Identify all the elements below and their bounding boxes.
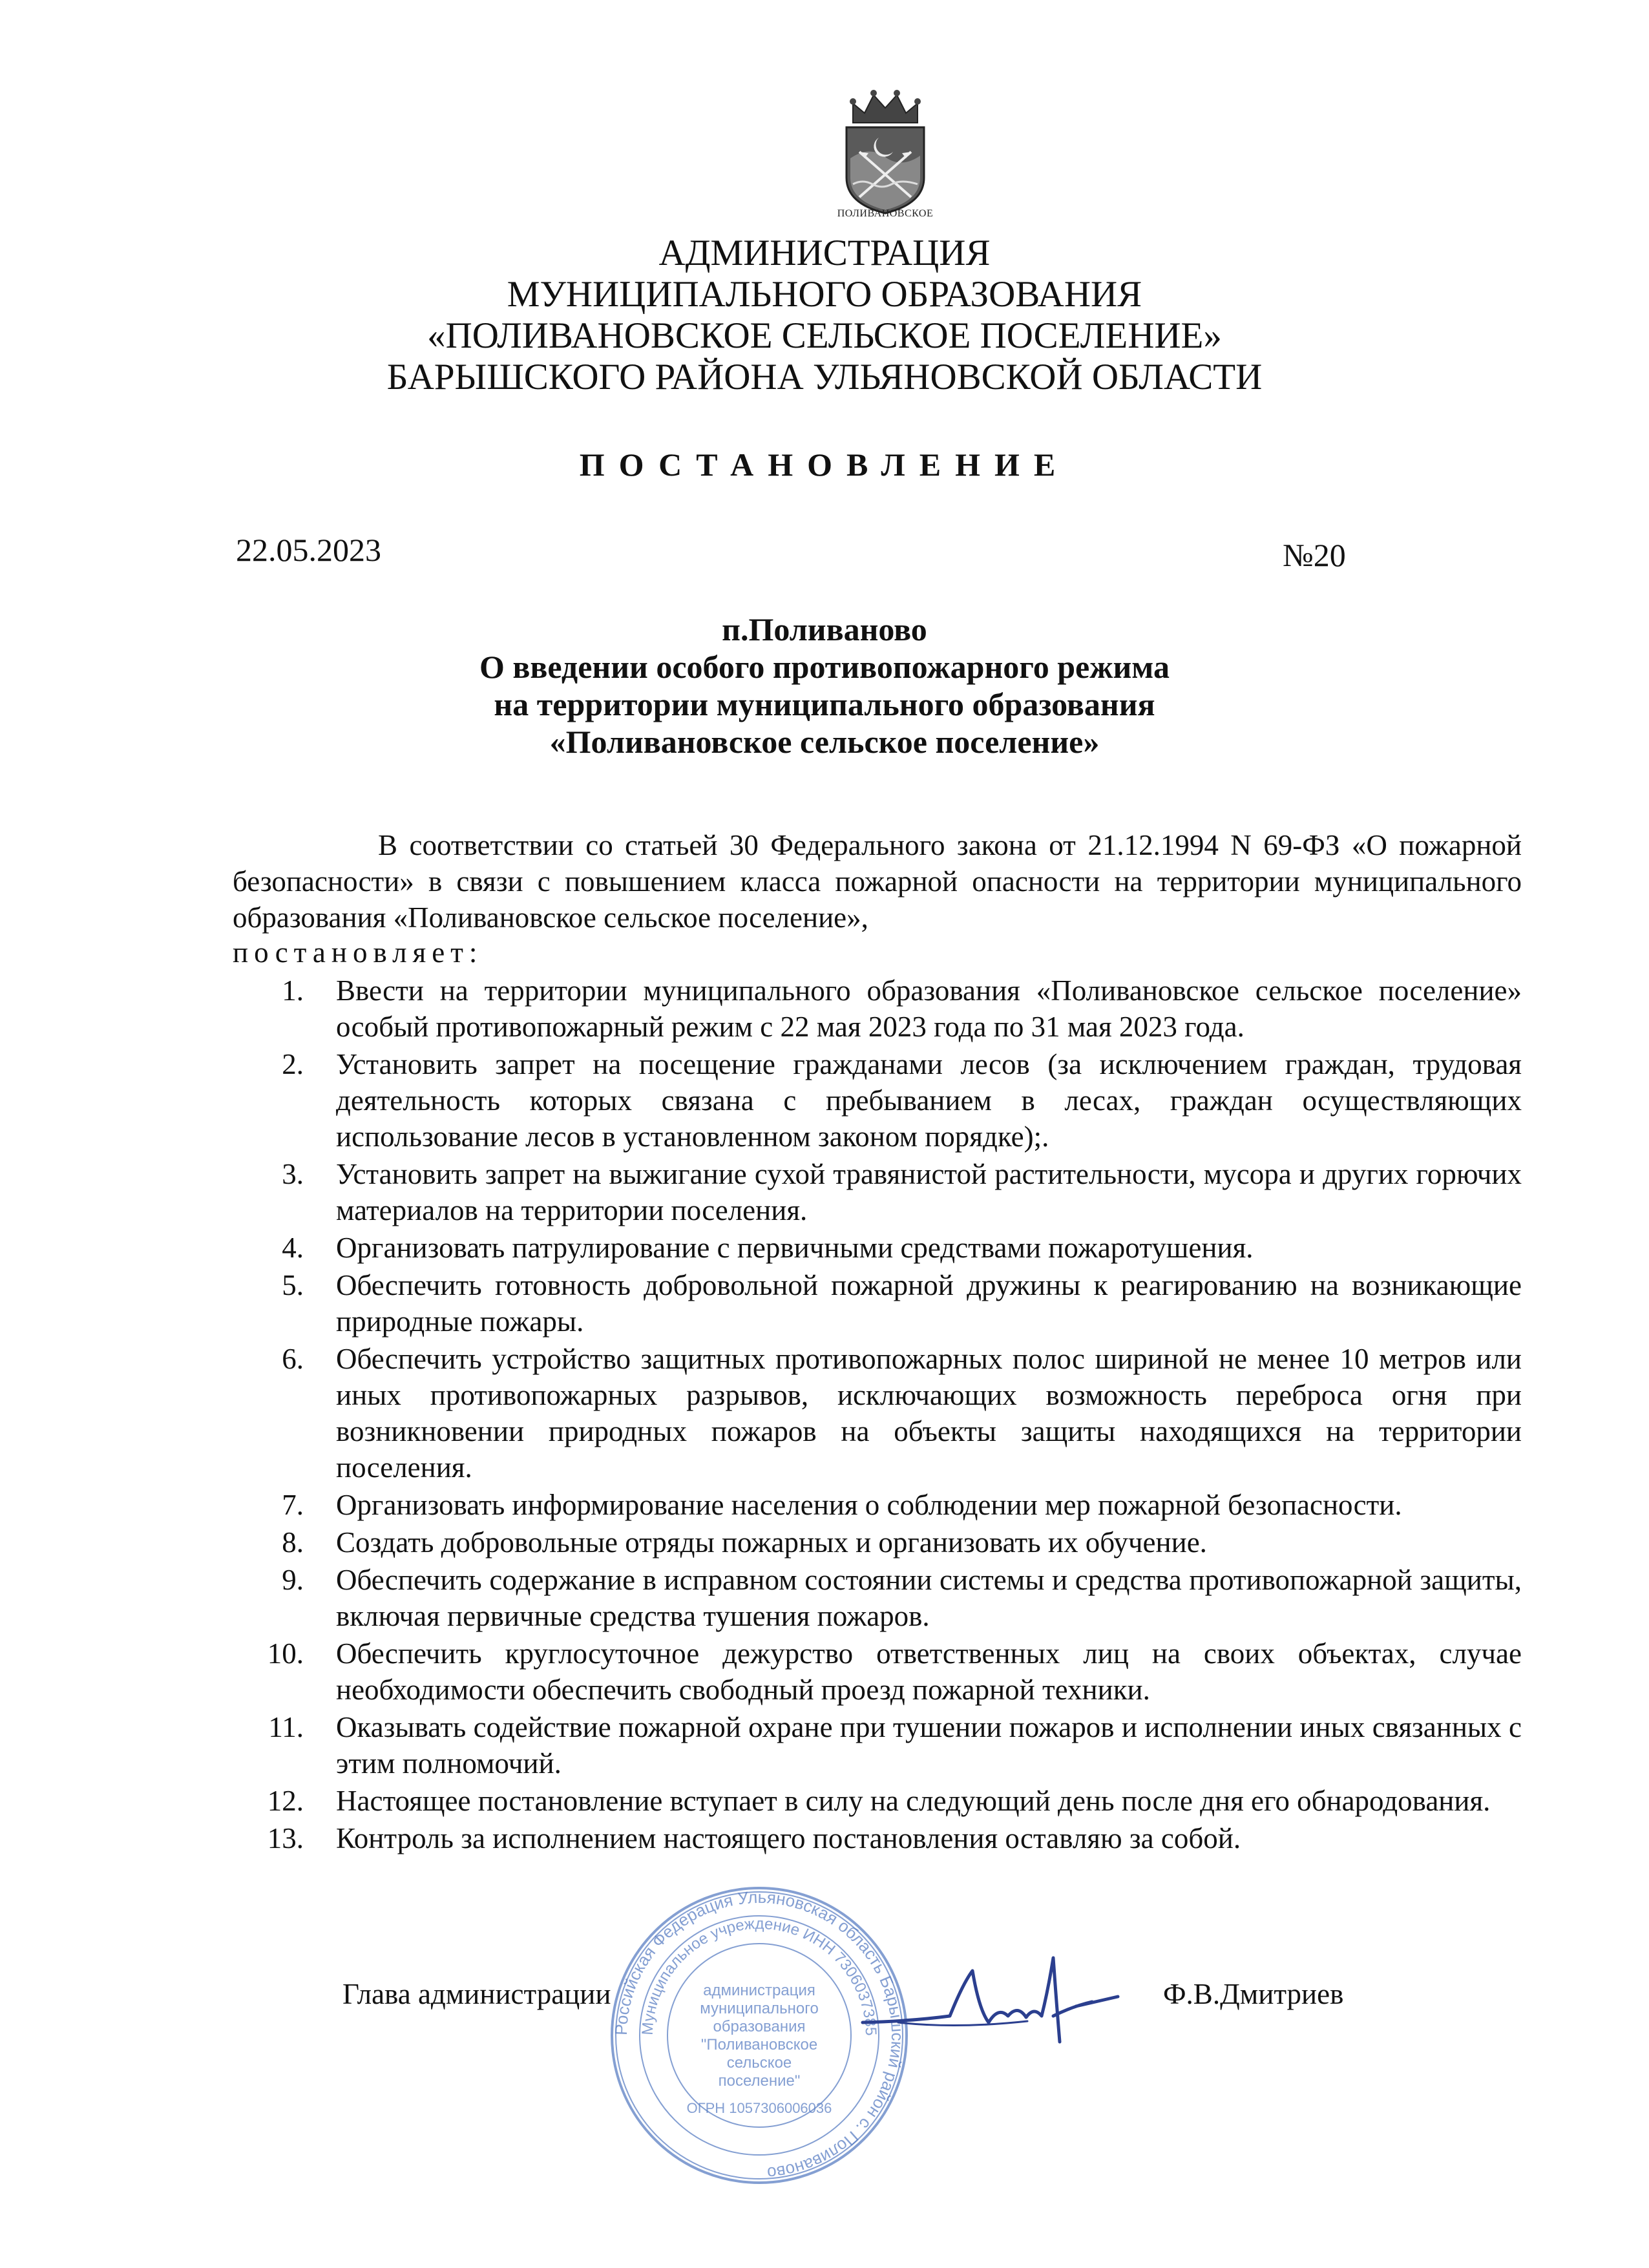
list-item [233,1709,1522,1781]
item-text: Оказывать содействие пожарной охране при тушении пожаров и исполнении иных связанных с этим полномочий. [336,1711,1522,1780]
coat-of-arms-emblem [834,87,937,226]
title-line: п.Поливаново [722,611,927,647]
title-line: на территории муниципального образования [494,686,1155,722]
item-text: Ввести на территории муниципального образования «Поливановское сельское поселение» особый противопожарный режим с 22 мая 2023 года по 31 мая 2023 года. [336,974,1522,1043]
item-text: Установить запрет на посещение гражданами лесов (за исключением граждан, трудовая деятельность которых связана с пребыванием в лесах, граждан осуществляющих использование лесов в установленном законом порядке);. [336,1048,1522,1153]
stamp-ogrn: ОГРН 1057306006036 [686,2100,832,2116]
list-item [233,1820,1522,1856]
item-text: Организовать патрулирование с первичными средствами пожаротушения. [336,1232,1254,1264]
item-number: 4. [282,1232,304,1264]
item-text: Организовать информирование населения о соблюдении мер пожарной безопасности. [336,1489,1402,1521]
header-line: МУНИЦИПАЛЬНОГО ОБРАЗОВАНИЯ [507,274,1142,315]
signer-position: Глава администрации [342,1978,611,2010]
list-item [233,1156,1522,1228]
stamp-center-line: сельское [726,2054,792,2072]
item-text: Обеспечить устройство защитных противопожарных полос шириной не менее 10 метров или иных противопожарных разрывов, исключающих возможность переброса огня при возникновении природных пожаров на объекты защиты находящихся на территории поселения. [336,1343,1522,1484]
stamp-center-line: муниципального [700,2000,819,2017]
list-item [233,1487,1522,1523]
document-number: №20 [1283,537,1346,573]
item-number: 2. [282,1048,304,1080]
item-text: Создать добровольные отряды пожарных и организовать их обучение. [336,1526,1207,1559]
item-number: 3. [282,1158,304,1190]
stamp-outer-text: Российская Федерация Ульяновская область Барышский район с. Поливаново [611,1887,908,2183]
list-item [233,1524,1522,1560]
item-number: 1. [282,974,304,1007]
item-number: 13. [267,1822,304,1854]
title-line: «Поливановское сельское поселение» [549,724,1100,760]
item-number: 7. [282,1489,304,1521]
emblem-caption: ПОЛИВАНОВСКОЕ [837,208,934,219]
list-item [233,1562,1522,1634]
list-item [233,1783,1522,1819]
list-item [233,1341,1522,1486]
item-text: Обеспечить готовность добровольной пожарной дружины к реагированию на возникающие природные пожары. [336,1269,1522,1338]
stamp-center-line: поселение" [718,2072,801,2090]
stamp-center-line: "Поливановское [700,2036,818,2053]
document-date: 22.05.2023 [236,532,381,568]
resolves-word: постановляет: [233,936,483,969]
header-line: БАРЫШСКОГО РАЙОНА УЛЬЯНОВСКОЙ ОБЛАСТИ [386,357,1263,397]
item-text: Контроль за исполнением настоящего постановления оставляю за собой. [336,1822,1241,1854]
item-number: 6. [282,1343,304,1375]
header-line: «ПОЛИВАНОВСКОЕ СЕЛЬСКОЕ ПОСЕЛЕНИЕ» [427,315,1222,356]
document-type-heading: ПОСТАНОВЛЕНИЕ [579,446,1070,483]
list-item [233,1046,1522,1155]
item-text: Настоящее постановление вступает в силу на следующий день после дня его обнародования. [336,1785,1491,1817]
item-number: 9. [282,1564,304,1596]
header-line: АДМИНИСТРАЦИЯ [658,233,991,273]
list-item [233,1230,1522,1266]
stamp-ring-text: Муниципальное учреждение ИНН 7306037385 [638,1915,880,2036]
list-item [233,1267,1522,1339]
item-number: 5. [282,1269,304,1301]
item-number: 10. [267,1637,304,1670]
preamble-text: В соответствии со статьей 30 Федерального закона от 21.12.1994 N 69-ФЗ «О пожарной безопасности» в связи с повышением класса пожарной опасности на территории муниципального образования «Поливановское сельское поселение», [233,829,1522,934]
item-number: 11. [268,1711,304,1743]
stamp-center-line: администрация [703,1982,815,1999]
item-number: 12. [267,1785,304,1817]
item-text: Установить запрет на выжигание сухой травянистой растительности, мусора и других горючих материалов на территории поселения. [336,1158,1522,1226]
title-line: О введении особого противопожарного режима [479,649,1170,685]
stamp-center-line: образования [713,2018,806,2035]
preamble-paragraph [233,827,1522,936]
list-item [233,1635,1522,1708]
item-text: Обеспечить содержание в исправном состоянии системы и средства противопожарной защиты, включая первичные средства тушения пожаров. [336,1564,1522,1632]
document-title [0,611,1649,761]
resolution-items-list [233,972,1522,1858]
handwritten-signature [859,1945,1131,2055]
list-item [233,972,1522,1045]
item-text: Обеспечить круглосуточное дежурство ответственных лиц на своих объектах, случае необходимости обеспечить свободный проезд пожарной техники. [336,1637,1522,1706]
signer-name: Ф.В.Дмитриев [1163,1978,1344,2010]
organization-header [0,233,1649,398]
item-number: 8. [282,1526,304,1559]
